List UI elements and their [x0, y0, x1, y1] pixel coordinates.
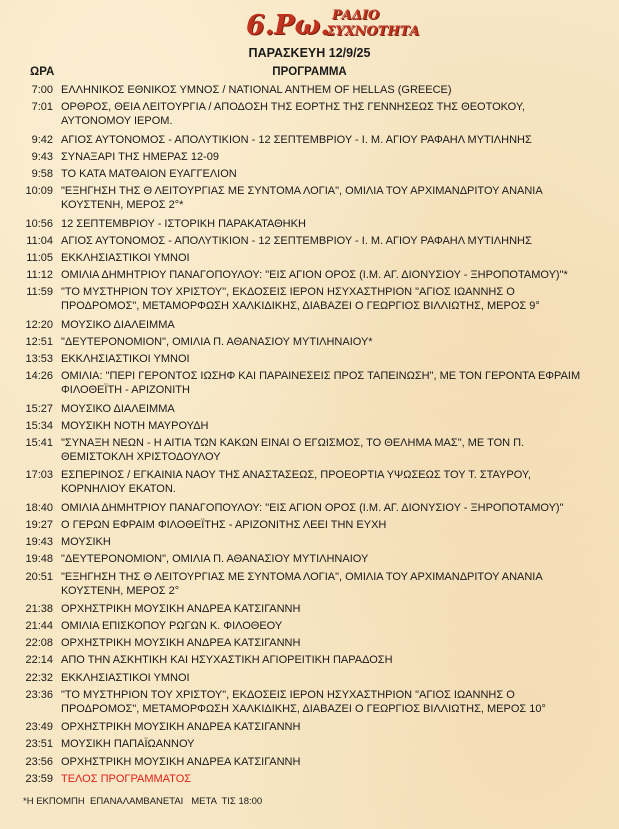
schedule-row — [0, 755, 619, 769]
schedule-row — [0, 318, 619, 332]
schedule-list — [0, 83, 619, 789]
schedule-title: "ΔΕΥΤΕΡΟΝΟΜΙΟΝ", ΟΜΙΛΙΑ Π. ΑΘΑΝΑΣΙΟΥ ΜΥΤΙΛΗΝΑΙΟΥ* — [61, 335, 373, 348]
schedule-time: 23:59 — [25, 772, 53, 785]
schedule-row — [0, 552, 619, 566]
schedule-row — [0, 619, 619, 633]
schedule-time: 18:40 — [25, 501, 53, 514]
schedule-time: 13:53 — [25, 353, 53, 366]
schedule-time: 23:49 — [25, 721, 53, 734]
schedule-row — [0, 737, 619, 751]
schedule-row — [0, 285, 619, 313]
schedule-row — [0, 518, 619, 532]
schedule-title: "ΤΟ ΜΥΣΤΗΡΙΟΝ ΤΟΥ ΧΡΙΣΤΟΥ", ΕΚΔΟΣΕΙΣ ΙΕΡΟΝ ΗΣΥΧΑΣΤΗΡΙΟΝ "ΑΓΙΟΣ ΙΩΑΝΝΗΣ Ο ΠΡΟΔΡΟΜΟΣ", ΜΕΤΑΜΟΡΦΩΣΗ ΧΑΛΚΙΔΙΚΗΣ, ΔΙΑΒΑΖΕΙ Ο ΓΕΩΡΓΙΟΣ ΒΙΛΛΙΩΤΗΣ, ΜΕΡΟΣ 9° — [61, 286, 540, 313]
page-title: ΠΑΡΑΣΚΕΥΗ 12/9/25 — [248, 46, 371, 60]
schedule-row — [0, 468, 619, 496]
schedule-time: 23:56 — [25, 755, 53, 768]
schedule-title: "ΤΟ ΜΥΣΤΗΡΙΟΝ ΤΟΥ ΧΡΙΣΤΟΥ", ΕΚΔΟΣΕΙΣ ΙΕΡΟΝ ΗΣΥΧΑΣΤΗΡΙΟΝ "ΑΓΙΟΣ ΙΩΑΝΝΗΣ Ο ΠΡΟΔΡΟΜΟΣ", ΜΕΤΑΜΟΡΦΩΣΗ ΧΑΛΚΙΔΙΚΗΣ, ΔΙΑΒΑΖΕΙ Ο ΓΕΩΡΓΙΟΣ ΒΙΛΛΙΩΤΗΣ, ΜΕΡΟΣ 10° — [61, 688, 546, 715]
schedule-time: 11:59 — [26, 286, 53, 299]
schedule-title: ΟΡΧΗΣΤΡΙΚΗ ΜΟΥΣΙΚΗ ΑΝΔΡΕΑ ΚΑΤΣΙΓΑΝΝΗ — [61, 755, 301, 768]
schedule-time: 19:48 — [25, 553, 53, 566]
schedule-title: ΟΡΧΗΣΤΡΙΚΗ ΜΟΥΣΙΚΗ ΑΝΔΡΕΑ ΚΑΤΣΙΓΑΝΝΗ — [61, 637, 301, 650]
schedule-title: ΟΜΙΛΙΑ ΔΗΜΗΤΡΙΟΥ ΠΑΝΑΓΟΠΟΥΛΟΥ: "ΕΙΣ ΑΓΙΟΝ ΟΡΟΣ (Ι.Μ. ΑΓ. ΔΙΟΝΥΣΙΟΥ - ΞΗΡΟΠΟΤΑΜΟΥ)"* — [61, 269, 568, 282]
schedule-time: 22:14 — [25, 654, 53, 667]
schedule-row — [0, 570, 619, 598]
schedule-row — [0, 671, 619, 685]
schedule-row — [0, 83, 619, 97]
schedule-time: 23:51 — [25, 738, 53, 751]
schedule-title: ΕΛΛΗΝΙΚΟΣ ΕΘΝΙΚΟΣ ΥΜΝΟΣ / NATIONAL ANTHEM OF HELLAS (GREECE) — [61, 84, 452, 96]
schedule-time: 21:38 — [25, 602, 53, 615]
schedule-time: 9:43 — [31, 150, 53, 163]
schedule-title: ΜΟΥΣΙΚΗ — [61, 536, 111, 549]
schedule-title: ΟΜΙΛΙΑ ΕΠΙΣΚΟΠΟΥ ΡΩΓΩΝ Κ. ΦΙΛΟΘΕΟΥ — [61, 620, 283, 633]
schedule-row — [0, 436, 619, 464]
schedule-row — [0, 251, 619, 265]
schedule-row — [0, 369, 619, 397]
schedule-time: 12:20 — [25, 318, 53, 331]
schedule-time: 19:27 — [25, 518, 53, 531]
footnote: *Η ΕΚΠΟΜΠΗ ΕΠΑΝΑΛΑΜΒΑΝΕΤΑΙ ΜΕΤΑ ΤΙΣ 18:00 — [23, 796, 263, 807]
schedule-time: 23:36 — [25, 688, 53, 701]
schedule-time: 9:58 — [31, 167, 53, 180]
logo-sub-line1: ΡΑΔΙΟ — [332, 8, 380, 23]
column-header-program: ΠΡΟΓΡΑΜΜΑ — [272, 66, 347, 78]
schedule-time: 9:42 — [31, 133, 53, 146]
schedule-title: "ΕΞΗΓΗΣΗ ΤΗΣ Θ ΛΕΙΤΟΥΡΓΙΑΣ ΜΕ ΣΥΝΤΟΜΑ ΛΟΓΙΑ", ΟΜΙΛΙΑ ΤΟΥ ΑΡΧΙΜΑΝΔΡΙΤΟΥ ΑΝΑΝΙΑ ΚΟΥΣΤΕΝΗ, ΜΕΡΟΣ 2° — [61, 570, 543, 597]
schedule-row — [0, 535, 619, 549]
schedule-row — [0, 150, 619, 164]
schedule-row — [0, 217, 619, 231]
schedule-time: 20:51 — [25, 570, 53, 583]
schedule-time: 11:04 — [26, 234, 53, 247]
schedule-row — [0, 419, 619, 433]
schedule-title: 12 ΣΕΠΤΕΜΒΡΙΟΥ - ΙΣΤΟΡΙΚΗ ΠΑΡΑΚΑΤΑΘΗΚΗ — [61, 217, 306, 230]
schedule-title: ΜΟΥΣΙΚΗ ΠΑΠΑΪΩΑΝΝΟΥ — [61, 738, 195, 751]
schedule-time: 7:01 — [31, 101, 53, 114]
schedule-title: ΟΜΙΛΙΑ ΔΗΜΗΤΡΙΟΥ ΠΑΝΑΓΟΠΟΥΛΟΥ: "ΕΙΣ ΑΓΙΟΝ ΟΡΟΣ (Ι.Μ. ΑΓ. ΔΙΟΝΥΣΙΟΥ - ΞΗΡΟΠΟΤΑΜΟΥ)" — [61, 501, 564, 514]
schedule-time: 15:34 — [25, 419, 53, 432]
schedule-row — [0, 268, 619, 282]
schedule-row — [0, 688, 619, 716]
schedule-row — [0, 653, 619, 667]
schedule-title: ΟΜΙΛΙΑ: "ΠΕΡΙ ΓΕΡΟΝΤΟΣ ΙΩΣΗΦ ΚΑΙ ΠΑΡΑΙΝΕΣΕΙΣ ΠΡΟΣ ΤΑΠΕΙΝΩΣΗ", ΜΕ ΤΟΝ ΓΕΡΟΝΤΑ ΕΦΡΑΙΜ ΦΙΛΟΘΕΪΤΗ - ΑΡΙΖΟΝΙΤΗ — [61, 370, 581, 397]
schedule-time: 19:43 — [25, 536, 53, 549]
schedule-time: 14:26 — [25, 370, 53, 383]
schedule-title: ΟΡΧΗΣΤΡΙΚΗ ΜΟΥΣΙΚΗ ΑΝΔΡΕΑ ΚΑΤΣΙΓΑΝΝΗ — [61, 602, 301, 615]
end-of-program-label: ΤΕΛΟΣ ΠΡΟΓΡΑΜΜΑΤΟΣ — [61, 772, 192, 785]
schedule-title: "ΣΥΝΑΞΗ ΝΕΩΝ - Η ΑΙΤΙΑ ΤΩΝ ΚΑΚΩΝ ΕΙΝΑΙ Ο ΕΓΩΙΣΜΟΣ, ΤΟ ΘΕΛΗΜΑ ΜΑΣ", ΜΕ ΤΟΝ Π. ΘΕΜΙΣΤΟΚΛΗ ΧΡΙΣΤΟΔΟΥΛΟΥ — [61, 437, 525, 463]
schedule-title: ΑΠΟ ΤΗΝ ΑΣΚΗΤΙΚΗ ΚΑΙ ΗΣΥΧΑΣΤΙΚΗ ΑΓΙΟΡΕΙΤΙΚΗ ΠΑΡΑΔΟΣΗ — [61, 654, 393, 667]
schedule-row — [0, 352, 619, 366]
schedule-title: ΟΡΘΡΟΣ, ΘΕΙΑ ΛΕΙΤΟΥΡΓΙΑ / ΑΠΟΔΟΣΗ ΤΗΣ ΕΟΡΤΗΣ ΤΗΣ ΓΕΝΝΗΣΕΩΣ ΤΗΣ ΘΕΟΤΟΚΟΥ, ΑΥΤΟΝΟΜΟΥ ΙΕΡΟΜ. — [61, 101, 525, 128]
schedule-title: ΕΚΚΛΗΣΙΑΣΤΙΚΟΙ ΥΜΝΟΙ — [61, 671, 190, 684]
schedule-time: 11:05 — [26, 251, 53, 264]
schedule-time: 21:44 — [25, 620, 53, 633]
schedule-title: ΟΡΧΗΣΤΡΙΚΗ ΜΟΥΣΙΚΗ ΑΝΔΡΕΑ ΚΑΤΣΙΓΑΝΝΗ — [61, 721, 301, 734]
schedule-row — [0, 133, 619, 147]
logo-sub-line2: ΣΥΧΝΟΤΗΤΑ — [326, 24, 420, 39]
schedule-time: 10:56 — [25, 217, 53, 230]
schedule-title: ΕΚΚΛΗΣΙΑΣΤΙΚΟΙ ΥΜΝΟΙ — [61, 353, 190, 366]
schedule-title: "ΕΞΗΓΗΣΗ ΤΗΣ Θ ΛΕΙΤΟΥΡΓΙΑΣ ΜΕ ΣΥΝΤΟΜΑ ΛΟΓΙΑ", ΟΜΙΛΙΑ ΤΟΥ ΑΡΧΙΜΑΝΔΡΙΤΟΥ ΑΝΑΝΙΑ ΚΟΥΣΤΕΝΗ, ΜΕΡΟΣ 2°* — [61, 185, 543, 212]
logo-sub-text — [326, 8, 419, 40]
schedule-time: 15:27 — [25, 402, 53, 415]
schedule-title: ΕΣΠΕΡΙΝΟΣ / ΕΓΚΑΙΝΙΑ ΝΑΟΥ ΤΗΣ ΑΝΑΣΤΑΣΕΩΣ, ΠΡΟΕΟΡΤΙΑ ΥΨΩΣΕΩΣ ΤΟΥ Τ. ΣΤΑΥΡΟΥ, ΚΟΡΝΗΛΙΟΥ ΕΚΑΤΟΝ. — [61, 469, 531, 496]
schedule-row — [0, 772, 619, 786]
schedule-time: 12:51 — [25, 335, 53, 348]
schedule-title: ΤΟ ΚΑΤΑ ΜΑΤΘΑΙΟΝ ΕΥΑΓΓΕΛΙΟΝ — [61, 167, 237, 180]
schedule-title: ΑΓΙΟΣ ΑΥΤΟΝΟΜΟΣ - ΑΠΟΛΥΤΙΚΙΟΝ - 12 ΣΕΠΤΕΜΒΡΙΟΥ - Ι. Μ. ΑΓΙΟΥ ΡΑΦΑΗΛ ΜΥΤΙΛΗΝΗΣ — [61, 133, 532, 146]
schedule-time: 7:00 — [31, 84, 53, 96]
schedule-title: ΜΟΥΣΙΚΟ ΔΙΑΛΕΙΜΜΑ — [61, 318, 175, 331]
schedule-time: 11:12 — [26, 269, 53, 282]
schedule-title: ΜΟΥΣΙΚΟ ΔΙΑΛΕΙΜΜΑ — [61, 402, 175, 415]
schedule-row — [0, 234, 619, 248]
schedule-row — [0, 184, 619, 212]
schedule-row — [0, 100, 619, 128]
schedule-title: ΣΥΝΑΞΑΡΙ ΤΗΣ ΗΜΕΡΑΣ 12-09 — [61, 150, 219, 163]
schedule-title: "ΔΕΥΤΕΡΟΝΟΜΙΟΝ", ΟΜΙΛΙΑ Π. ΑΘΑΝΑΣΙΟΥ ΜΥΤΙΛΗΝΑΙΟΥ — [61, 553, 369, 566]
logo-main-text: 6.Ρω. — [246, 10, 330, 41]
schedule-row — [0, 720, 619, 734]
schedule-time: 17:03 — [25, 469, 53, 482]
schedule-row — [0, 167, 619, 181]
schedule-row — [0, 501, 619, 515]
schedule-title: ΑΓΙΟΣ ΑΥΤΟΝΟΜΟΣ - ΑΠΟΛΥΤΙΚΙΟΝ - 12 ΣΕΠΤΕΜΒΡΙΟΥ - Ι. Μ. ΑΓΙΟΥ ΡΑΦΑΗΛ ΜΥΤΙΛΗΝΗΣ — [61, 234, 532, 247]
schedule-time: 22:08 — [25, 637, 53, 650]
schedule-row — [0, 335, 619, 349]
schedule-time: 10:09 — [25, 185, 53, 198]
schedule-row — [0, 602, 619, 616]
schedule-row — [0, 402, 619, 416]
schedule-title: ΕΚΚΛΗΣΙΑΣΤΙΚΟΙ ΥΜΝΟΙ — [61, 251, 190, 264]
schedule-title: ΜΟΥΣΙΚΗ ΝΟΤΗ ΜΑΥΡΟΥΔΗ — [61, 419, 209, 432]
schedule-row — [0, 636, 619, 650]
schedule-title: Ο ΓΕΡΩΝ ΕΦΡΑΙΜ ΦΙΛΟΘΕΪΤΗΣ - ΑΡΙΖΟΝΙΤΗΣ ΛΕΕΙ ΤΗΝ ΕΥΧΗ — [61, 518, 387, 531]
column-header-time: ΩΡΑ — [30, 66, 55, 78]
schedule-time: 15:41 — [25, 437, 53, 449]
schedule-time: 22:32 — [25, 671, 53, 684]
